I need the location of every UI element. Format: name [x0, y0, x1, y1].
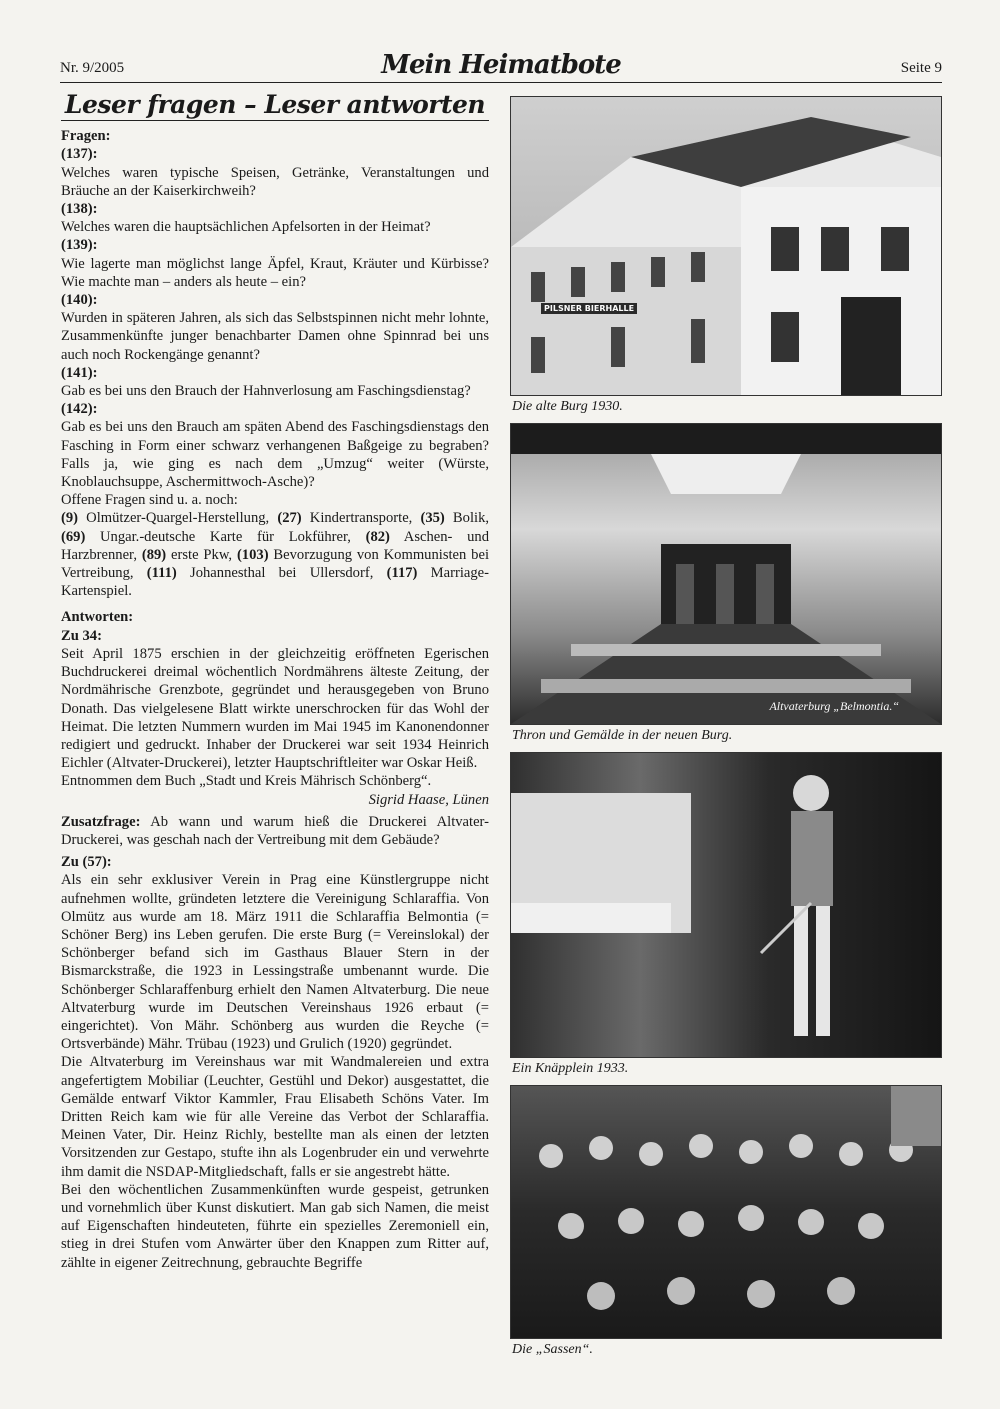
header-rule — [60, 82, 942, 83]
answer-text: Seit April 1875 erschien in der gleichzeitig eröffneten Egerischen Buchdruckerei dreimal wöchentlich Nordmährens älteste Zeitung, der Nordmährische Grenzbote, gegründet und herausgegeben von Bruno Donath. Das vielgelesene Blatt wirkte unerschrocken für das Wohl der Heimat. Die letzten Nummern wurden im Mai 1945 im Kanonendonner redigiert und gedruckt. Inhaber der Druckerei war seit 1934 Heinrich Eichler (Altvater-Druckerei), letzter Hauptschriftleiter war Oskar Heiß. — [61, 645, 489, 772]
question-text: Gab es bei uns den Brauch der Hahnverlosung am Faschingsdienstag? — [61, 383, 471, 400]
answer-text: Die Altvaterburg im Vereinshaus war mit Wandmalereien und extra angefertigtem Mobiliar (Leuchter, Gestühl und Dekor) ausgestattet, die Gemälde entwarf Viktor Kammler, Frau Elisabeth Schöns Vater. Im Dritten Reich kam wie für alle Vereine das Verbot der Schlaraffia. Meinen Vater, Dir. Heinz Richly, bestellte man als einen der letzten Vorsitzenden zur Gestapo, stufte ihn als Logenbruder ein und verwehrte ihm damit die NSDAP-Mitgliedschaft, falls er sie angestrebt hätte. — [61, 1054, 489, 1180]
question-number: (137): — [61, 146, 98, 163]
question-text: Gab es bei uns den Brauch am späten Abend des Faschingsdienstags den Fasching in Form einer schwarz verhangenen Baßgeige zu begraben? Falls ja, wie ging es nach dem „Umzug“ weiter (Würste, Knoblauchsuppe, Aschermittwoch-Asche)? — [61, 419, 489, 491]
question-number: (138): — [61, 201, 98, 218]
answer-heading: Zu (57): — [61, 854, 112, 871]
answer-text: Als ein sehr exklusiver Verein in Prag eine Künstlergruppe nicht aufnehmen wollte, gründeten letztere die Vereinigung Schlaraffia. Von Olmütz aus wurde am 18. März 1911 die Schlaraffia Belmontia (= Schöner Berg) ins Leben gerufen. Die erste Burg (= Vereinslokal) der Schönberger befand sich im Gasthaus Blauer Stern in der Bismarckstraße, die 1923 in Lessingstraße umbenannt wurde. Die Schönberger Schlaraffenburg erhielt den Namen Altvaterburg. Die neue Altvaterburg wurde im Deutschen Vereinshaus 1926 erbaut (= eingerichtet). Von Mähr. Schönberg aus wurden die Reyche (= Ortsverbände) Mähr. Trübau (1923) und Grulich (1920) gegründet. — [61, 872, 489, 1053]
photo-column — [510, 96, 940, 1366]
open-questions-list: (9) Olmützer-Quargel-Herstellung, (27) Kindertransporte, (35) Bolik, (69) Ungar.-deutsche Karte für Lokführer, (82) Aschen- und Harzbrenner, (89) erste Pkw, (103) Bevorzugung von Kommunisten bei Vertreibung, (111) Johannesthal bei Ullersdorf, (117) Marriage-Kartenspiel. — [61, 510, 490, 600]
beerhall-sign: PILSNER BIERHALLE — [541, 303, 637, 314]
article-column — [61, 92, 489, 1272]
open-questions-intro: Offene Fragen sind u. a. noch: — [61, 492, 238, 509]
page-header — [60, 48, 942, 82]
answer-text: Bei den wöchentlichen Zusammenkünften wurde gespeist, getrunken und vornehmlich über Kunst diskutiert. Man gab sich Namen, die meist auf Eigenschaften hindeuteten, führte ein spezielles Zeremoniell ein, stieg in drei Stufen vom Anwärter über den Knappen zum Ritter auf, zählte in eigener Zeitrechnung, gebrauchte Begriffe — [61, 1181, 489, 1271]
question-number: (142): — [61, 401, 98, 418]
additional-question: Zusatzfrage: Ab wann und warum hieß die Druckerei Altvater-Druckerei, was geschah nach der Vertreibung mit dem Gebäude? — [61, 813, 489, 848]
photo-caption: Thron und Gemälde in der neuen Burg. — [512, 728, 733, 743]
question-number: (141): — [61, 364, 98, 381]
hall-inscription: Altvaterburg „Belmontia.“ — [769, 699, 899, 713]
questions-heading: Fragen: — [61, 128, 111, 145]
question-number: (140): — [61, 292, 98, 309]
photo-caption: Die „Sassen“. — [512, 1342, 593, 1357]
question-number: (139): — [61, 237, 98, 254]
photo-caption: Die alte Burg 1930. — [512, 399, 623, 414]
question-text: Wie lagerte man möglichst lange Äpfel, Kraut, Kräuter und Kürbisse? Wie machte man – anders als heute – ein? — [61, 255, 489, 290]
photo-old-castle — [510, 96, 942, 396]
question-text: Welches waren die hauptsächlichen Apfelsorten in der Heimat? — [61, 219, 431, 236]
answer-heading: Zu 34: — [61, 627, 102, 644]
author-signature: Sigrid Haase, Lünen — [368, 791, 489, 808]
photo-caption: Ein Knäpplein 1933. — [512, 1061, 629, 1076]
masthead-title: Mein Heimatbote — [381, 50, 621, 80]
photo-squire — [510, 752, 942, 1058]
issue-number: Nr. 9/2005 — [60, 60, 125, 76]
question-text: Welches waren typische Speisen, Getränke, Veranstaltungen und Bräuche an der Kaiserkirchweih? — [61, 164, 489, 199]
photo-sassen-group — [510, 1085, 942, 1339]
page-number: Seite 9 — [900, 60, 942, 76]
answers-heading: Antworten: — [61, 609, 134, 626]
photo-throne-hall — [510, 423, 942, 725]
question-text: Wurden in späteren Jahren, als sich das Selbstspinnen nicht mehr lohnte, Zusammenkünfte junger benachbarter Damen ohne Spinnrad bei uns auch noch Rockengänge genannt? — [61, 310, 489, 363]
article-title: Leser fragen – Leser antworten — [61, 96, 489, 121]
answer-source: Entnommen dem Buch „Stadt und Kreis Mährisch Schönberg“. — [61, 773, 432, 790]
